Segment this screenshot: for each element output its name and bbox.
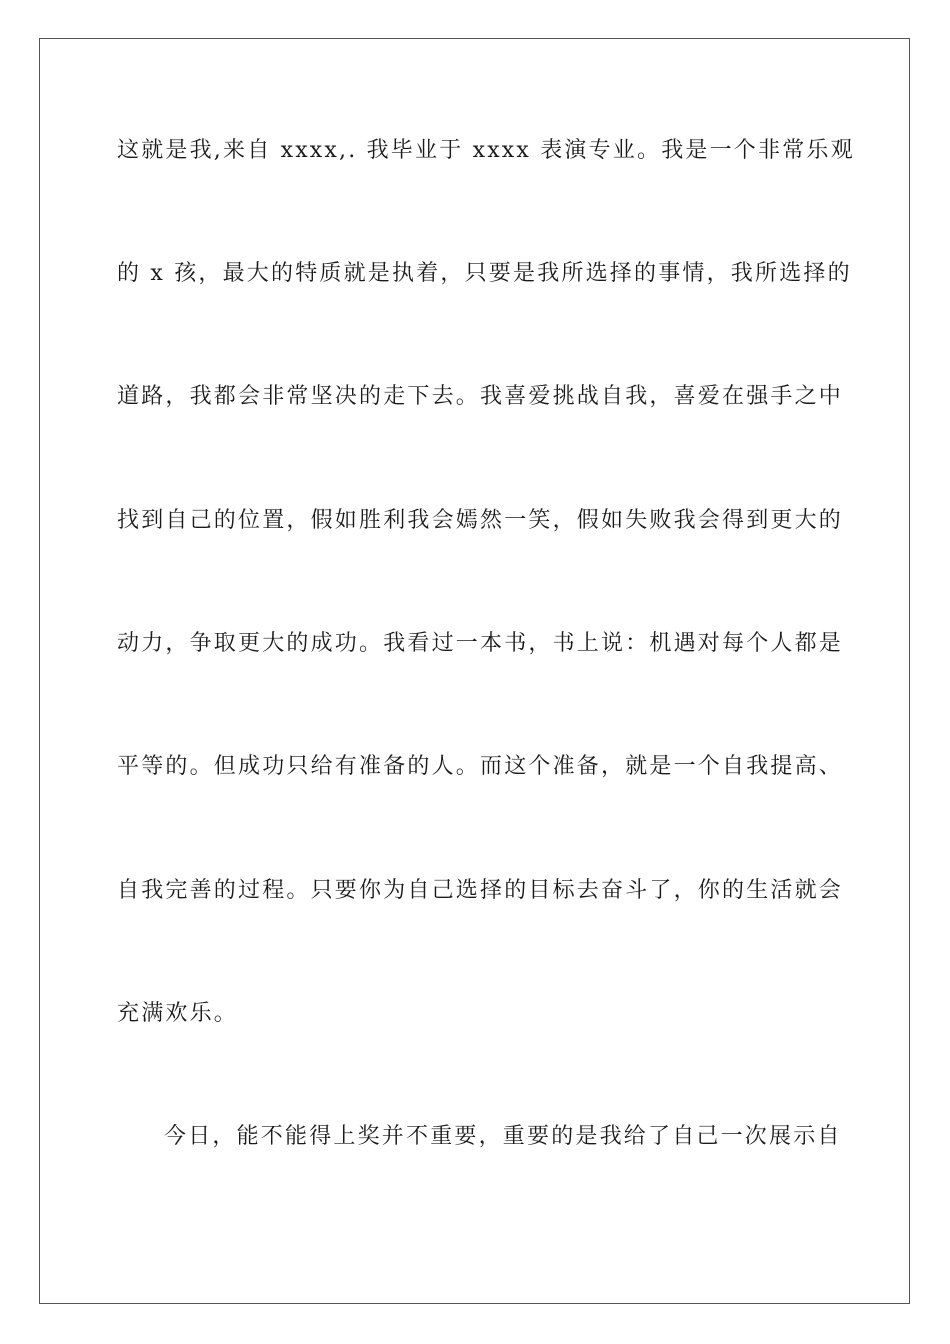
- paragraph-line-6: 平等的。但成功只给有准备的人。而这个准备，就是一个自我提高、: [117, 754, 844, 779]
- paragraph-line-8: 充满欢乐。: [117, 1001, 239, 1026]
- paragraph-line-4: 找到自己的位置，假如胜利我会嫣然一笑，假如失败我会得到更大的: [117, 508, 844, 533]
- paragraph-line-9: 今日，能不能得上奖并不重要，重要的是我给了自己一次展示自: [164, 1124, 842, 1149]
- paragraph-line-3: 道路，我都会非常坚决的走下去。我喜爱挑战自我，喜爱在强手之中: [117, 384, 844, 409]
- paragraph-line-2: 的 x 孩，最大的特质就是执着，只要是我所选择的事情，我所选择的: [117, 261, 852, 286]
- paragraph-line-5: 动力，争取更大的成功。我看过一本书，书上说：机遇对每个人都是: [117, 631, 844, 656]
- paragraph-line-7: 自我完善的过程。只要你为自己选择的目标去奋斗了，你的生活就会: [117, 878, 844, 903]
- paragraph-line-1: 这就是我,来自 xxxx,. 我毕业于 xxxx 表演专业。我是一个非常乐观: [117, 138, 855, 163]
- page-border: [39, 38, 910, 1304]
